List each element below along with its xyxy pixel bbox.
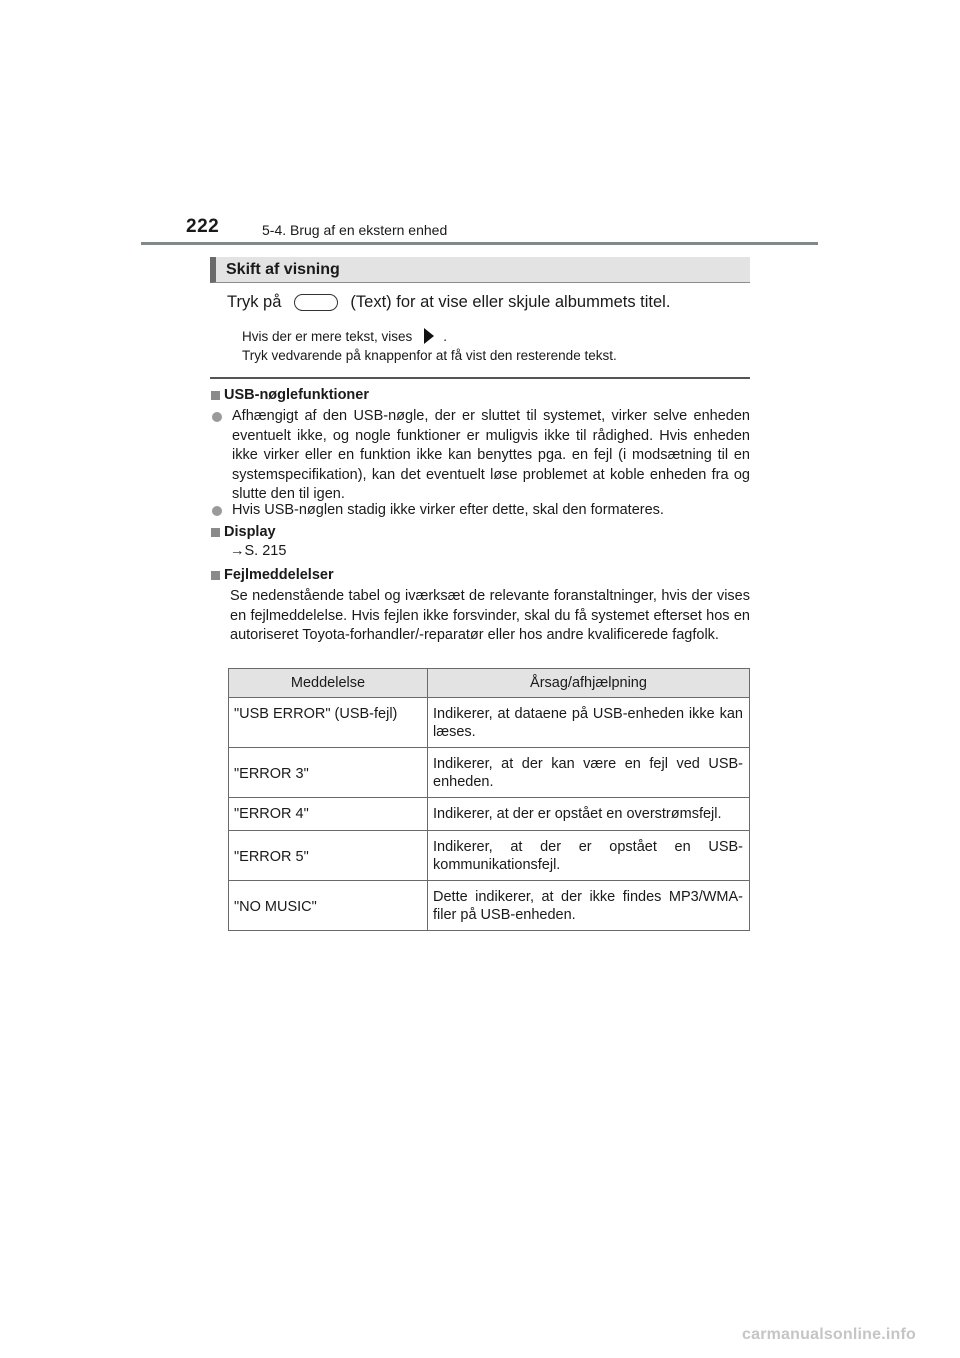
bullet-text: Afhængigt af den USB-nøgle, der er sluttet til systemet, virker selve enheden eventuelt ikke, og nogle funktioner er muligvis ikke til rådighed. Hvis enheden ikke virker eller en funktion ikke kan benyttes pga. en fejl (i modsætning til en systemspecifikation), kan det eventuelt løse problemet at koble enheden fra og slutte den til igen. [232, 408, 750, 502]
table-cell-cause: Indikerer, at der er opstået en overstrømsfejl. [428, 798, 750, 831]
page-number: 222 [186, 216, 220, 237]
table-header-row [229, 669, 750, 698]
sub-heading-errors [211, 567, 334, 583]
table-row [229, 748, 750, 798]
text-button-icon [294, 294, 338, 311]
instruction-prefix: Tryk på [227, 293, 282, 311]
table-row [229, 881, 750, 931]
section-title: 5-4. Brug af en ekstern enhed [262, 222, 448, 238]
instruction [227, 293, 670, 312]
watermark: carmanualsonline.info [742, 1326, 917, 1343]
table-row [229, 831, 750, 881]
header-rule [141, 242, 818, 245]
bullet-item [212, 407, 750, 505]
table-cell-message: "ERROR 3" [229, 748, 428, 798]
square-bullet-icon [211, 571, 220, 580]
note-line-1-prefix: Hvis der er mere tekst, vises [242, 328, 413, 344]
page-reference: →S. 215 [230, 543, 287, 559]
sub-heading-errors-title: Fejlmeddelelser [224, 567, 334, 583]
table-cell-cause: Indikerer, at dataene på USB-enheden ikke kan læses. [428, 698, 750, 748]
heading-title: Skift af visning [226, 261, 340, 278]
round-bullet-icon [212, 506, 222, 516]
sub-heading-usb-title: USB-nøglefunktioner [224, 387, 369, 403]
note-line-2: Tryk vedvarende på knappenfor at få vist den resterende tekst. [242, 348, 617, 363]
errors-description: Se nedenstående tabel og iværksæt de relevante foranstaltninger, hvis der vises en fejlmeddelelse. Hvis fejlen ikke forsvinder, skal du få systemet efterset hos en autoriseret Toyota-forhandler/-reparatør eller hos andre kvalificerede fagfolk. [230, 588, 750, 643]
table-cell-cause: Dette indikerer, at der ikke findes MP3/WMA-filer på USB-enheden. [428, 881, 750, 931]
square-bullet-icon [211, 391, 220, 400]
sub-heading-display [211, 524, 276, 540]
table-row [229, 698, 750, 748]
table-cell-message: "ERROR 5" [229, 831, 428, 881]
table-cell-message: "NO MUSIC" [229, 881, 428, 931]
table-cell-message: "USB ERROR" (USB-fejl) [229, 698, 428, 748]
round-bullet-icon [212, 412, 222, 422]
table-header-message: Meddelelse [229, 669, 428, 698]
instruction-suffix: (Text) for at vise eller skjule albummets titel. [350, 293, 671, 311]
table-cell-message: "ERROR 4" [229, 798, 428, 831]
square-bullet-icon [211, 528, 220, 537]
sub-heading-display-title: Display [224, 524, 276, 540]
table-cell-cause: Indikerer, at der er opstået en USB-kommunikationsfejl. [428, 831, 750, 881]
heading-bar [210, 257, 750, 283]
table-header-cause: Årsag/afhjælpning [428, 669, 750, 698]
divider [210, 377, 750, 379]
table-row [229, 798, 750, 831]
note-line-1 [242, 328, 447, 344]
right-triangle-icon [424, 328, 434, 344]
note-line-1-suffix: . [443, 328, 448, 344]
bullet-text: Hvis USB-nøglen stadig ikke virker efter dette, skal den formateres. [232, 502, 664, 518]
sub-heading-usb [211, 387, 369, 403]
bullet-item [212, 501, 750, 521]
table-cell-cause: Indikerer, at der kan være en fejl ved USB-enheden. [428, 748, 750, 798]
error-message-table [228, 668, 750, 931]
